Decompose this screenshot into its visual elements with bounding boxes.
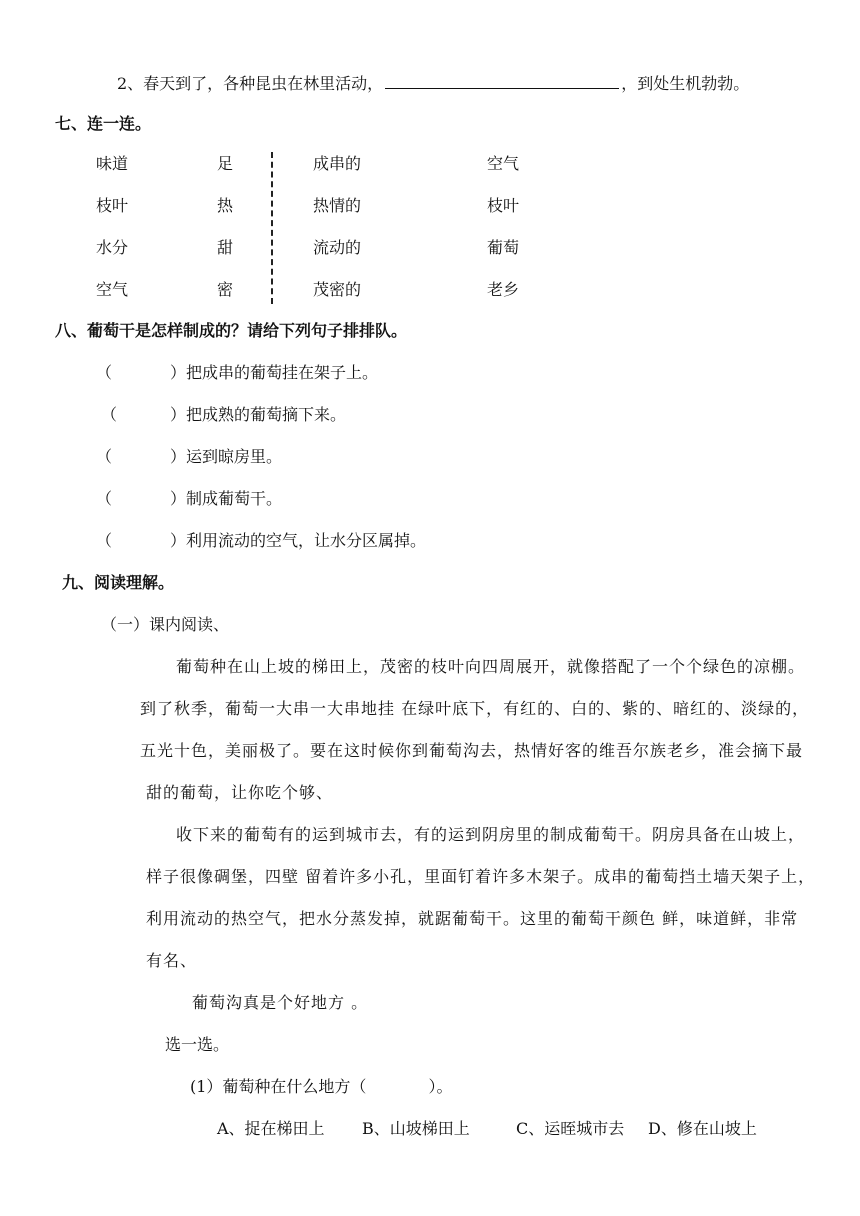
option-d[interactable]: D、修在山坡上 (648, 1119, 757, 1138)
open-paren: （ (96, 531, 113, 550)
option-a[interactable]: A、捉在梯田上 (217, 1119, 325, 1138)
question-2-text-after: ，到处生机勃勃。 (621, 74, 750, 93)
match-left-word-3[interactable]: 水分 (96, 238, 129, 257)
passage-line: 到了秋季，葡萄一大串一大串地挂 在绿叶底下，有红的、白的、紫的、暗红的、淡绿的， (140, 699, 810, 718)
match-left-adj-1[interactable]: 足 (217, 154, 234, 173)
match-right-noun-2[interactable]: 枝叶 (487, 196, 520, 215)
ordering-item-text: ）把成串的葡萄挂在架子上。 (170, 363, 379, 382)
option-c[interactable]: C、运晊城市去 (516, 1119, 625, 1138)
open-paren: （ (96, 447, 113, 466)
match-left-word-1[interactable]: 味道 (96, 154, 129, 173)
section-7-title: 七、连一连。 (55, 114, 152, 133)
match-right-noun-1[interactable]: 空气 (487, 154, 520, 173)
ordering-item-5 (96, 530, 426, 552)
open-paren: （ (101, 405, 118, 424)
match-right-noun-4[interactable]: 老乡 (487, 280, 520, 299)
ordering-item-text: ）利用流动的空气，让水分区属掉。 (170, 531, 427, 550)
option-b[interactable]: B、山坡梯田上 (362, 1119, 470, 1138)
open-paren: （ (96, 489, 113, 508)
question-1 (190, 1076, 452, 1098)
ordering-item-text: ）把成熟的葡萄摘下来。 (170, 405, 347, 424)
answer-blank[interactable] (385, 70, 619, 89)
ordering-item-text: ）制成葡萄干。 (170, 489, 283, 508)
match-left-adj-2[interactable]: 热 (217, 196, 234, 215)
section-8-title: 八、葡萄干是怎样制成的？请给下列句子排排队。 (55, 321, 408, 340)
dashed-divider (271, 152, 273, 304)
match-left-adj-4[interactable]: 密 (217, 280, 234, 299)
ordering-item-1 (96, 362, 378, 384)
passage-line: 甜的葡萄，让你吃个够、 (146, 783, 334, 802)
passage-line: 五光十色，美丽极了。要在这时候你到葡萄沟去，热情好客的维吾尔族老乡，准会摘下最 (140, 741, 804, 760)
section-9-title: 九、阅读理解。 (62, 573, 175, 592)
passage-line: 葡萄沟真是个好地方 。 (192, 993, 369, 1012)
passage-line: 有名、 (146, 951, 198, 970)
match-left-word-2[interactable]: 枝叶 (96, 196, 129, 215)
reading-subtitle: （一）课内阅读、 (101, 615, 230, 634)
match-left-word-4[interactable]: 空气 (96, 280, 129, 299)
passage-line: 收下来的葡萄有的运到城市去，有的运到阴房里的制成葡萄干。阴房具备在山坡上， (176, 825, 806, 844)
question-1-text: (1）葡萄种在什么地方（ (190, 1077, 367, 1096)
fill-in-question-2 (117, 70, 749, 95)
ordering-item-text: ）运到晾房里。 (170, 447, 283, 466)
ordering-item-4 (96, 488, 282, 510)
match-right-mod-2[interactable]: 热情的 (313, 196, 362, 215)
match-left-adj-3[interactable]: 甜 (217, 238, 234, 257)
question-2-text-before: 2、春天到了，各种昆虫在林里活动， (117, 74, 384, 93)
passage-line: 葡萄种在山上坡的梯田上，茂密的枝叶向四周展开，就像搭配了一个个绿色的凉棚。 (176, 657, 806, 676)
match-right-mod-1[interactable]: 成串的 (313, 154, 362, 173)
ordering-item-2 (101, 404, 346, 426)
question-1-end: ）。 (428, 1077, 453, 1096)
ordering-item-3 (96, 446, 282, 468)
open-paren: （ (96, 363, 113, 382)
match-right-mod-4[interactable]: 茂密的 (313, 280, 362, 299)
passage-line: 样子很像碉堡，四壁 留着许多小孔，里面钉着许多木架子。成串的葡萄挡土墙天架子上， (146, 867, 816, 886)
passage-line: 利用流动的热空气，把水分蒸发掉，就踞葡萄干。这里的葡萄干颜色 鲜，味道鲜，非常 (146, 909, 799, 928)
match-right-noun-3[interactable]: 葡萄 (487, 238, 520, 257)
choose-heading: 选一选。 (165, 1035, 230, 1054)
match-right-mod-3[interactable]: 流动的 (313, 238, 362, 257)
